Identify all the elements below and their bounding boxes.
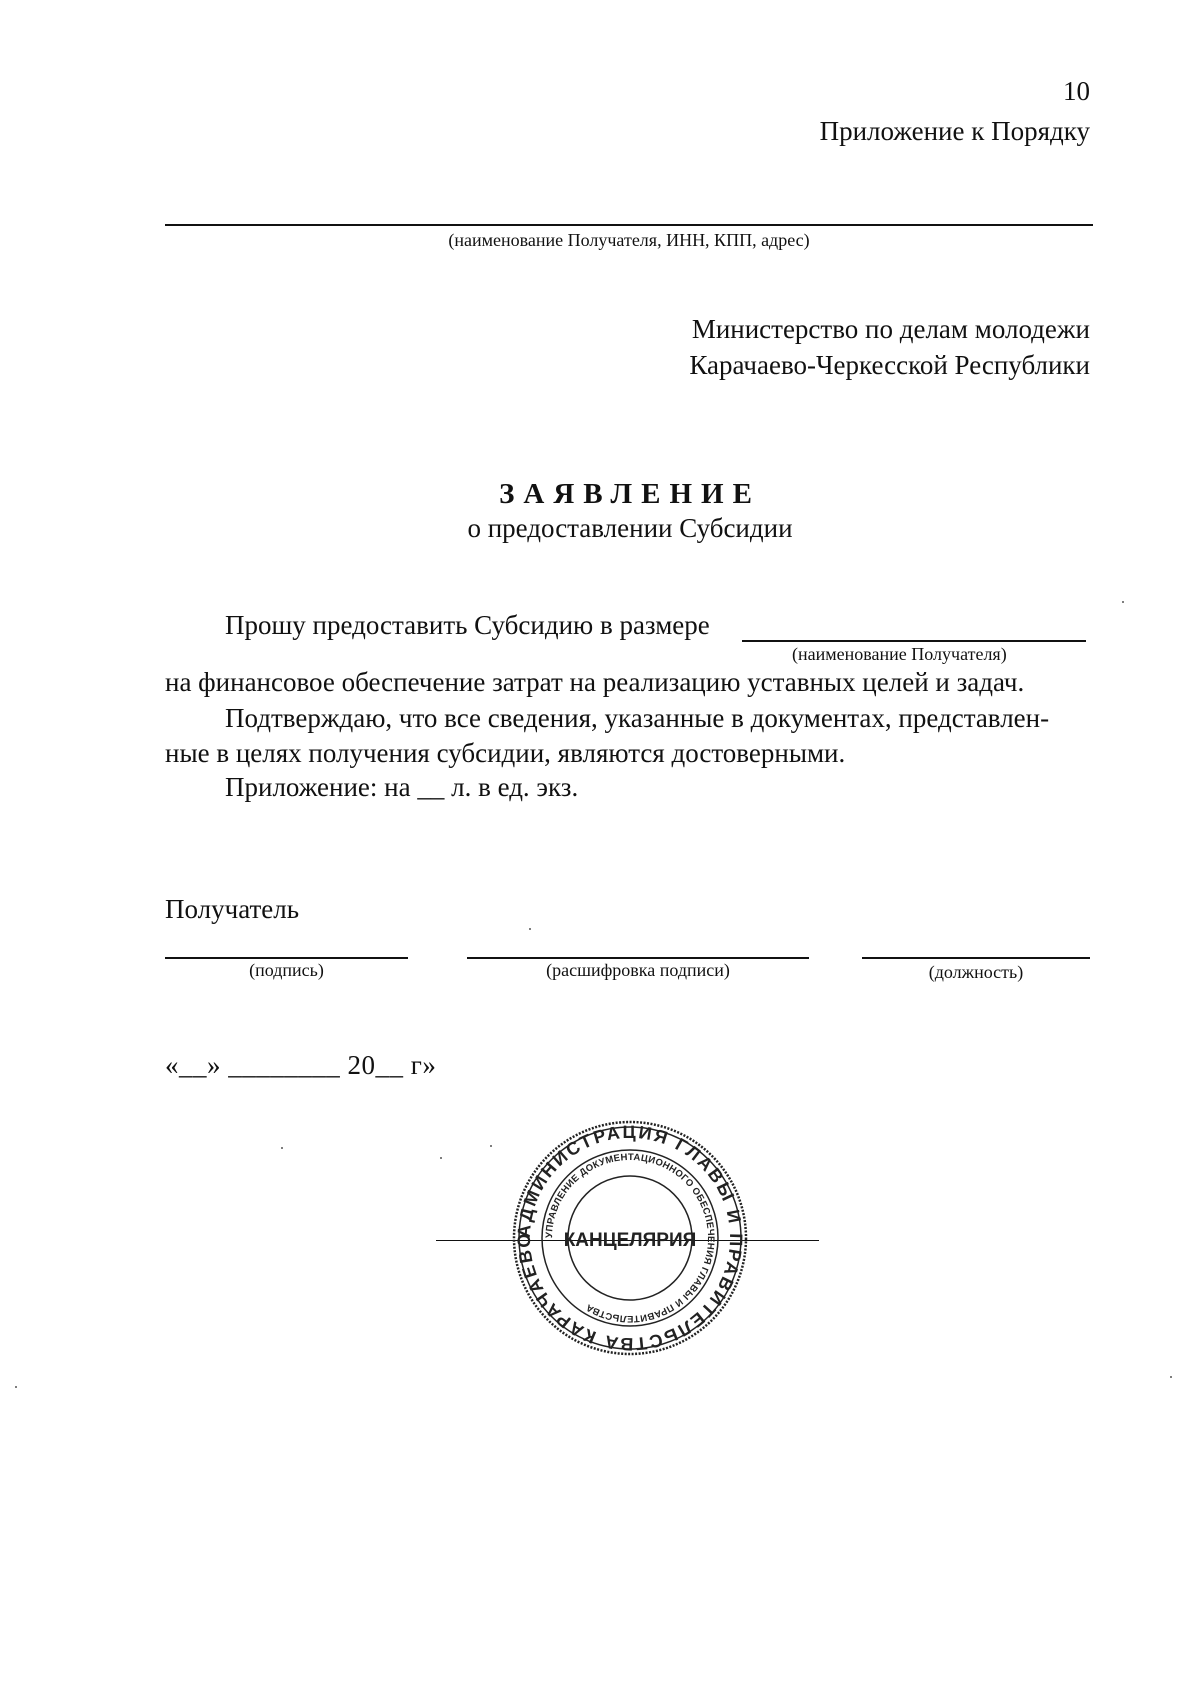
body-paragraph-1: Прошу предоставить Субсидию в размере: [225, 610, 710, 640]
recipient-line: [165, 224, 1093, 226]
scan-speck: [281, 1147, 283, 1149]
recipient-caption: (наименование Получателя, ИНН, КПП, адрес): [448, 230, 810, 250]
position-line: [862, 957, 1090, 959]
date-line: «__» ________ 20__ г»: [165, 1050, 437, 1080]
signature-line: [165, 957, 408, 959]
stamp-center-text: КАНЦЕЛЯРИЯ: [563, 1230, 697, 1251]
signature-decoding-caption: (расшифровка подписи): [546, 960, 730, 980]
stamp-inner-ring-text: УПРАВЛЕНИЕ ДОКУМЕНТАЦИОННОГО ОБЕСПЕЧЕНИЯ ГЛАВЫ И ПРАВИТЕЛЬСТВА: [543, 1151, 717, 1325]
recipient-label: Получатель: [165, 894, 300, 924]
page-number: 10: [1063, 76, 1090, 106]
signature-caption: (подпись): [249, 960, 324, 980]
attachment-line: Приложение: на __ л. в ед. экз.: [225, 772, 579, 802]
document-subtitle: о предоставлении Субсидии: [467, 513, 793, 543]
official-stamp-graphic: [510, 1118, 750, 1358]
stamp-outer-ring-text: АДМИНИСТРАЦИЯ ГЛАВЫ И ПРАВИТЕЛЬСТВА КАРАЧАЕВО: [513, 1121, 747, 1355]
scan-speck: [529, 928, 531, 930]
signature-decoding-line: [467, 957, 809, 959]
scan-speck: [490, 1145, 492, 1147]
addressee-line-1: Министерство по делам молодежи: [691, 314, 1090, 344]
official-stamp: [510, 1118, 750, 1358]
amount-blank-line: [742, 640, 1086, 642]
position-caption: (должность): [928, 962, 1024, 982]
body-paragraph-1-continuation: на финансовое обеспечение затрат на реализацию уставных целей и задач.: [165, 667, 1025, 697]
addressee-line-2: Карачаево-Черкесской Республики: [689, 350, 1090, 380]
body-paragraph-2-line-2: ные в целях получения субсидии, являются достоверными.: [165, 738, 846, 768]
appendix-reference: Приложение к Порядку: [819, 116, 1090, 146]
amount-caption: (наименование Получателя): [792, 644, 1007, 664]
body-paragraph-2-line-1: Подтверждаю, что все сведения, указанные в документах, представлен-: [225, 703, 1050, 733]
document-title: ЗАЯВЛЕНИЕ: [499, 478, 761, 510]
scan-speck: [440, 1157, 442, 1159]
scan-speck: [1170, 1376, 1172, 1378]
scan-speck: [1122, 601, 1124, 603]
scan-speck: [15, 1386, 17, 1388]
